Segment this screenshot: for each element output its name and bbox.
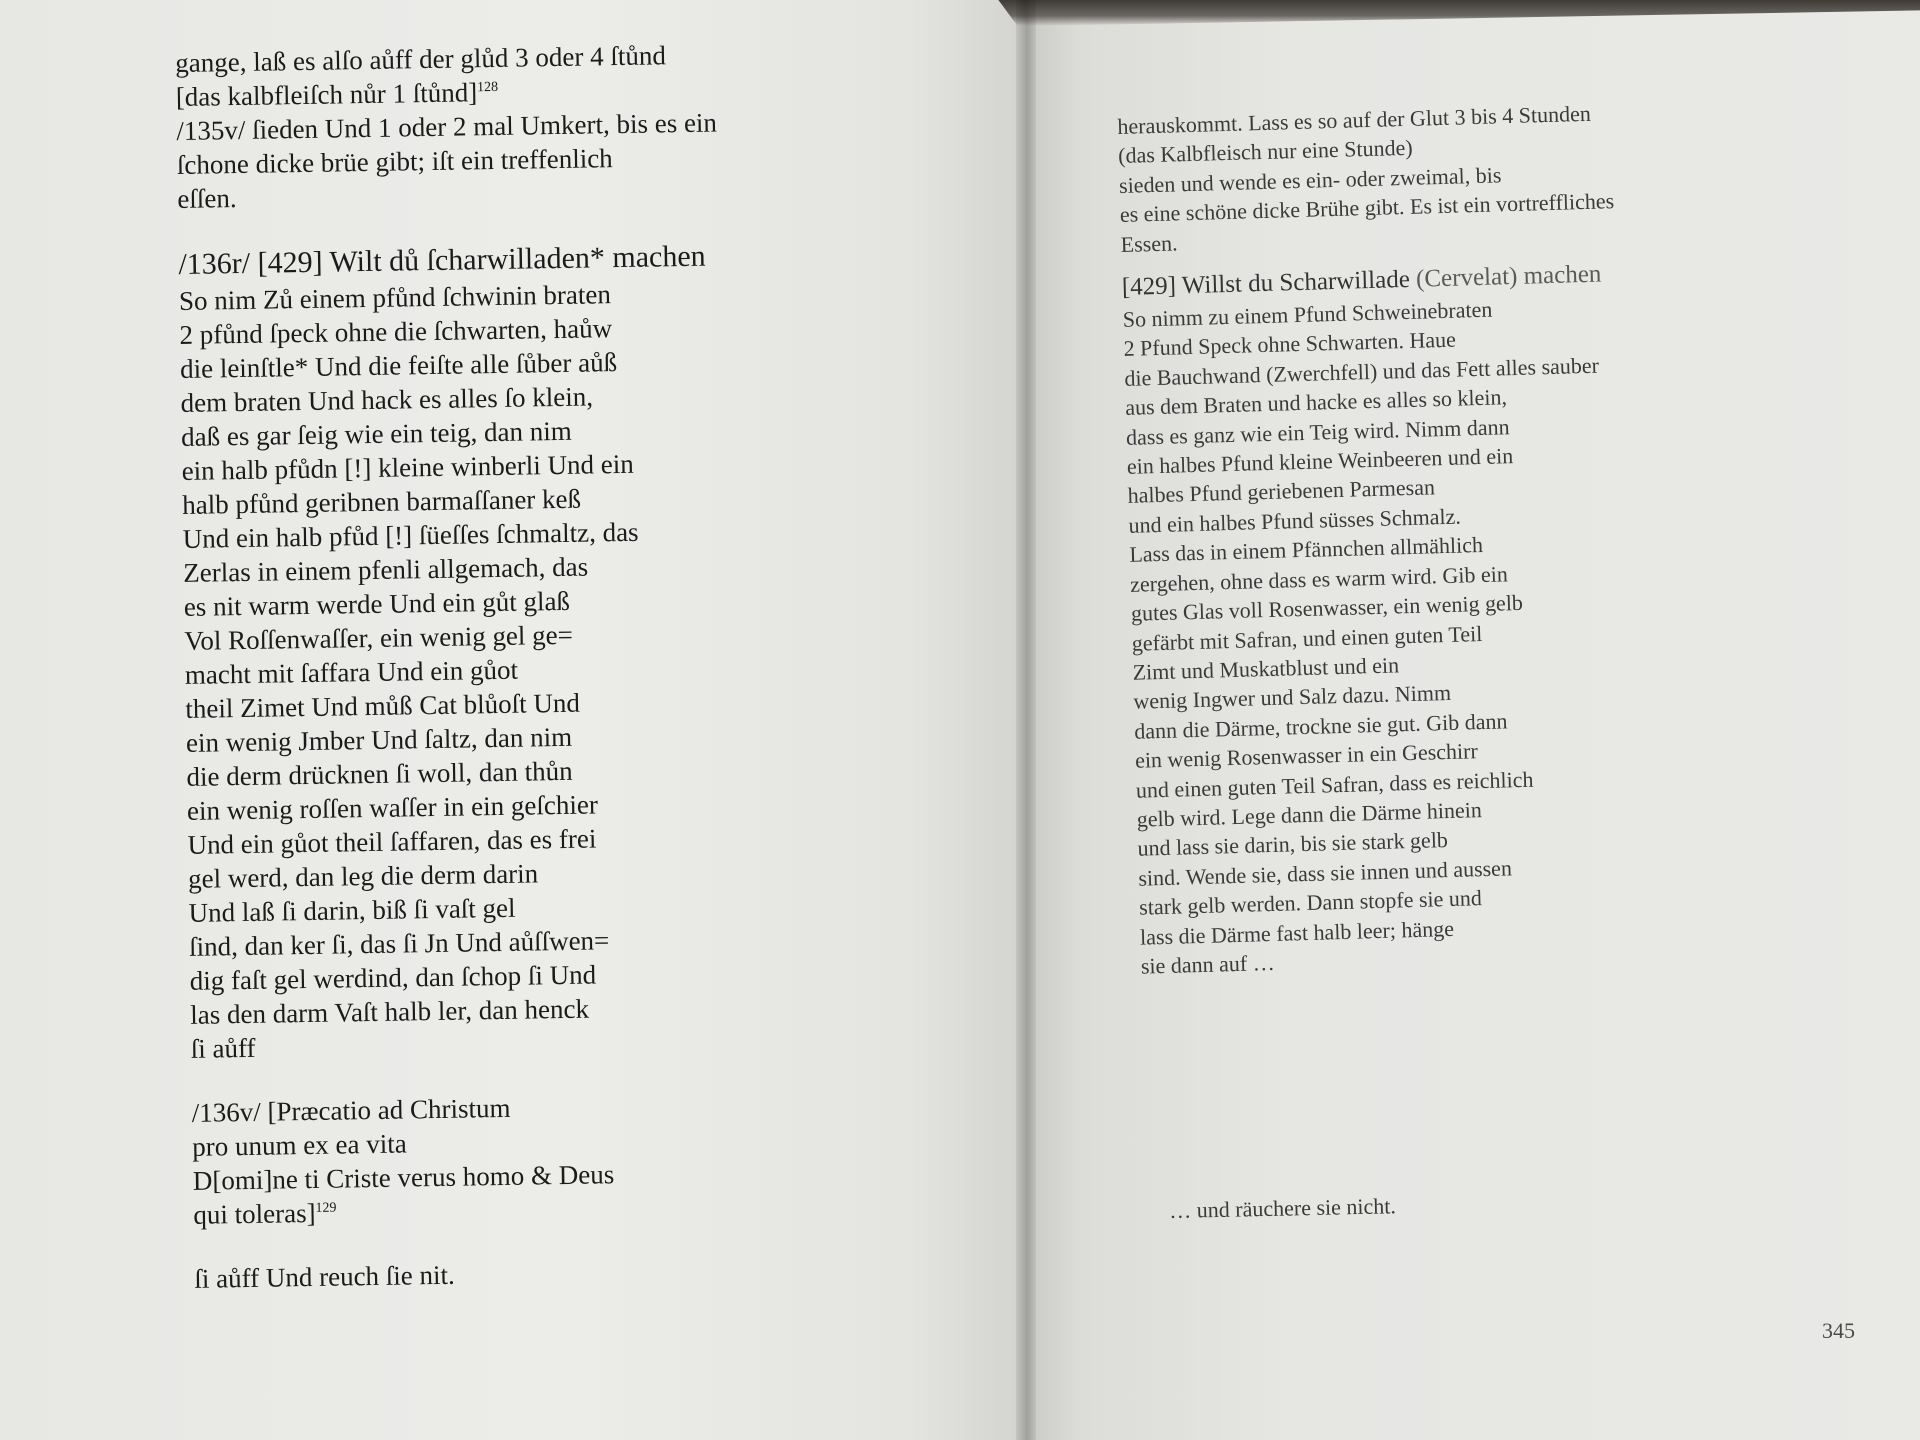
left-recipe-line: las den darm Vaſt halb ler, dan henck [189,993,590,1030]
left-prayer-line: pro unum ex ea vita [192,1128,407,1162]
left-recipe-line: dig faſt gel werdind, dan ſchop ſi Und [189,959,597,996]
left-prayer-line: /136v/ [Præcatio ad Christum [191,1092,511,1128]
right-recipe-line: So nimm zu einem Pfund Schweinebraten [1122,296,1493,332]
left-recipe-line: ſind, dan ker ſi, das ſi Jn Und aůſſwen= [188,925,610,962]
right-recipe-line: sind. Wende sie, dass sie innen und aussen [1138,855,1513,891]
page-number: 345 [1822,1318,1855,1343]
left-recipe-line: 2 pfůnd ſpeck ohne die ſchwarten, haůw [179,313,613,350]
left-recipe-line: daß es gar ſeig wie ein teig, dan nim [180,415,572,452]
left-recipe-line: ein wenig Jmber Und ſaltz, dan nim [185,721,573,758]
right-page-text [1117,98,1636,981]
left-recipe-line: Und laß ſi darin, biß ſi vaſt gel [188,892,516,928]
left-recipe-line: gel werd, dan leg die derm darin [187,858,539,894]
left-recipe-line: Und ein halb pfůd [!] ſüeſſes ſchmaltz, das [182,516,639,554]
right-recipe-line: 2 Pfund Speck ohne Schwarten. Haue [1123,327,1457,362]
right-recipe-line: lass die Därme fast halb leer; hänge [1139,915,1455,950]
right-recipe-heading-sub: (Cervelat) machen [1415,260,1602,293]
left-recipe-line: dem braten Und hack es alles ſo klein, [180,381,594,418]
right-recipe-line: Zimt und Muskatblust und ein [1132,652,1400,685]
right-recipe-line: stark gelb werden. Dann stopfe sie und [1138,885,1483,920]
right-recipe-line: ein wenig Rosenwasser in ein Geschirr [1134,738,1479,773]
right-recipe-line: halbes Pfund geriebenen Parmesan [1127,474,1436,509]
left-recipe-heading: /136r/ [429] Wilt dů ſcharwilladen* machen [178,239,706,281]
right-recipe-line: zergehen, ohne dass es warm wird. Gib ein [1129,560,1509,597]
left-para1-line-text: [das kalbfleiſch nůr 1 ſtůnd] [175,77,478,112]
left-prayer-line-text: qui toleras] [193,1197,316,1230]
left-recipe-line: Und ein gůot theil ſaffaren, das es frei [187,823,597,860]
left-prayer-line: D[omi]ne ti Criste verus homo & Deus [192,1159,615,1196]
left-page-text [175,38,735,1296]
left-recipe-line: es nit warm werde Und ein gůt glaß [183,585,571,622]
left-recipe-line: theil Zimet Und můß Cat blůoſt Und [185,687,581,724]
left-recipe-line: ſi aůff [190,1032,256,1064]
right-end-note: … und räuchere sie nicht. [1169,1193,1397,1223]
right-recipe-line: gutes Glas voll Rosenwasser, ein wenig gelb [1130,589,1524,626]
book-gutter [1016,0,1036,1440]
right-para1-line: sieden und wende es ein- oder zweimal, bis [1118,162,1502,198]
left-recipe-line: Vol Roſſenwaſſer, ein wenig gel ge= [184,619,574,656]
left-para1-line: /135v/ ſieden Und 1 oder 2 mal Umkert, bis es ein [176,107,718,146]
left-para1-line: gange, laß es alſo aůff der glůd 3 oder 4 ſtůnd [175,40,667,78]
left-para1-line: eſſen. [177,183,237,214]
right-para1-line: Essen. [1120,229,1178,257]
right-recipe-line: und lass sie darin, bis sie stark gelb [1137,827,1449,862]
right-para1-line: (das Kalbfleisch nur eine Stunde) [1117,135,1413,169]
right-recipe-line: ein halbes Pfund kleine Weinbeeren und ein [1126,443,1514,479]
right-para1-line: es eine schöne dicke Brühe gibt. Es ist ein vortreffliches [1119,188,1615,228]
right-recipe-line: und ein halbes Pfund süsses Schmalz. [1128,503,1462,538]
left-recipe-line: So nim Zů einem pfůnd ſchwinin braten [178,279,612,316]
right-recipe-line: und einen guten Teil Safran, dass es reichlich [1135,766,1534,803]
right-recipe-line: dass es ganz wie ein Teig wird. Nimm dann [1125,413,1510,450]
left-recipe-line: Zerlas in einem pfenli allgemach, das [183,551,589,588]
footnote-marker: 128 [476,79,499,96]
left-recipe-line: die leinſtle* Und die feiſte alle ſůber aůß [179,347,618,384]
right-recipe-line: dann die Därme, trockne sie gut. Gib dann [1133,708,1508,744]
left-recipe-line: ein halb pfůdn [!] kleine winberli Und ein [181,448,634,486]
right-recipe-line: gefärbt mit Safran, und einen guten Teil [1131,620,1483,656]
right-recipe-line: gelb wird. Lege dann die Därme hinein [1136,797,1483,832]
left-recipe-line: die derm drücknen ſi woll, dan thůn [186,755,573,792]
left-recipe-line: macht mit ſaffara Und ein gůot [184,654,519,690]
right-recipe-line: Lass das in einem Pfännchen allmählich [1129,532,1484,568]
left-para1-line: ſchone dicke brüe gibt; iſt ein treffenlich [176,143,613,180]
left-recipe-line: ein wenig roſſen waſſer in ein geſchier [186,789,599,826]
left-recipe-line: halb pfůnd geribnen barmaſſaner keß [181,483,582,520]
right-recipe-line: wenig Ingwer und Salz dazu. Nimm [1133,680,1452,715]
right-recipe-line: die Bauchwand (Zwerchfell) und das Fett alles sauber [1124,352,1600,391]
right-recipe-line: aus dem Braten und hacke es alles so klein, [1124,384,1508,421]
footnote-marker: 129 [315,1200,337,1216]
right-recipe-line: sie dann auf … [1140,949,1275,979]
left-closing-line: ſi aůff Und reuch ſie nit. [194,1259,456,1294]
right-para1-line: herauskommt. Lass es so auf der Glut 3 bis 4 Stunden [1117,100,1592,139]
right-recipe-heading-main: [429] Willst du Scharwillade [1121,265,1411,301]
